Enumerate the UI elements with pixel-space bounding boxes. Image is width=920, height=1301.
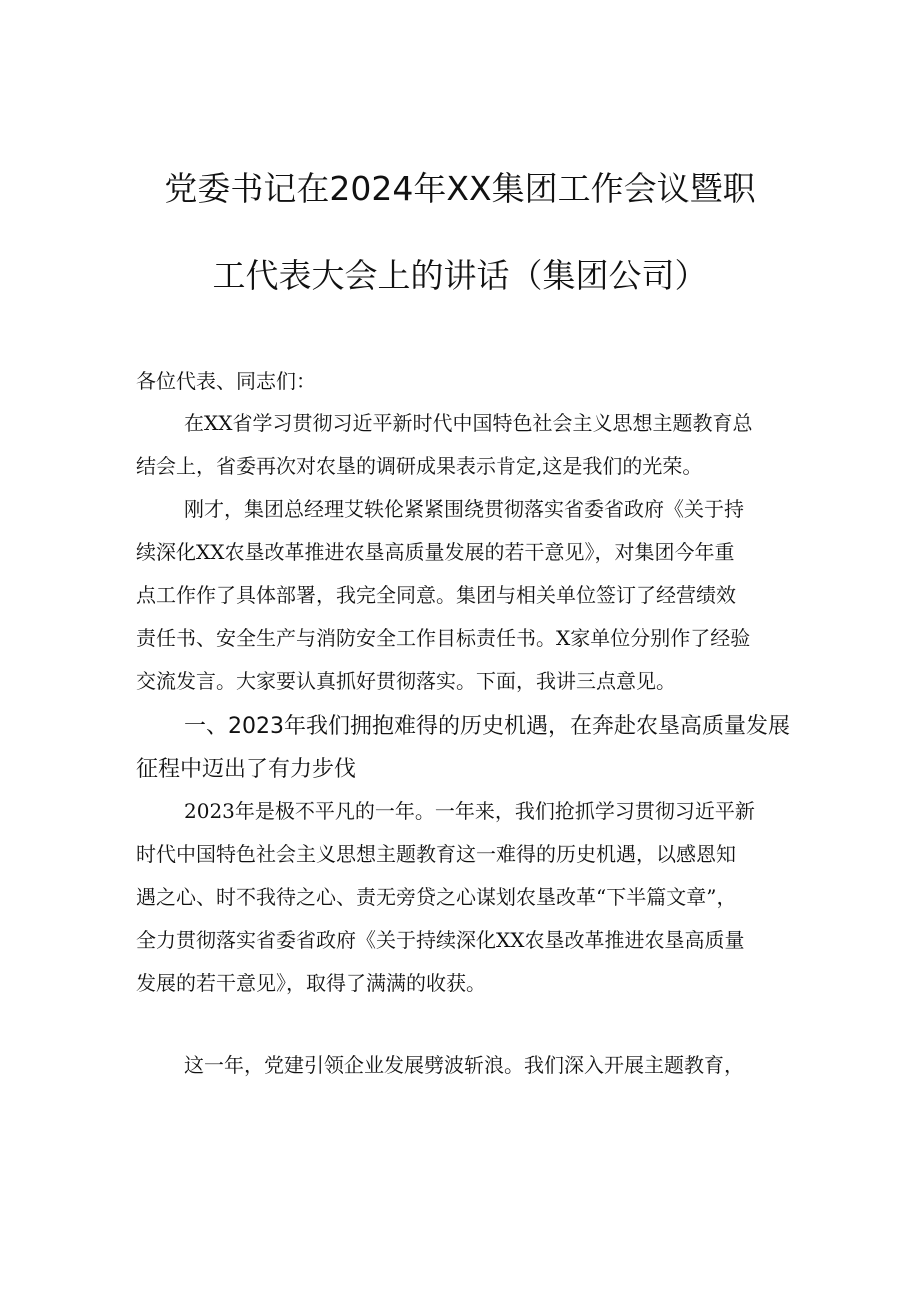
document-title-line-1: 党委书记在2024年XX集团工作会议暨职 bbox=[164, 169, 756, 208]
paragraph-line: 续深化XX农垦改革推进农垦高质量发展的若干意见》，对集团今年重 bbox=[136, 540, 735, 564]
paragraph-3 bbox=[136, 790, 796, 1005]
paragraph-line: 这一年，党建引领企业发展劈波斩浪。我们深入开展主题教育， bbox=[184, 1053, 744, 1077]
paragraph-line: 2023年是极不平凡的一年。一年来，我们抢抓学习贯彻习近平新 bbox=[184, 799, 755, 823]
paragraph-line: 在XX省学习贯彻习近平新时代中国特色社会主义思想主题教育总 bbox=[184, 411, 753, 435]
paragraph-line: 点工作作了具体部署，我完全同意。集团与相关单位签订了经营绩效 bbox=[136, 583, 736, 607]
heading-line: 征程中迈出了有力步伐 bbox=[136, 757, 357, 782]
paragraph-1 bbox=[136, 402, 796, 488]
paragraph-2 bbox=[136, 488, 796, 703]
paragraph-line: 责任书、安全生产与消防安全工作目标责任书。X家单位分别作了经验 bbox=[136, 626, 751, 650]
paragraph-line: 刚才，集团总经理艾轶伦紧紧围绕贯彻落实省委省政府《关于持 bbox=[184, 497, 744, 521]
document-title-line-2: 工代表大会上的讲话（集团公司） bbox=[212, 256, 708, 295]
paragraph-line: 发展的若干意见》，取得了满满的收获。 bbox=[136, 971, 486, 995]
section-heading-1 bbox=[136, 705, 796, 791]
salutation: 各位代表、同志们： bbox=[136, 369, 316, 393]
heading-line: 一、2023年我们拥抱难得的历史机遇，在奔赴农垦高质量发展 bbox=[184, 714, 790, 739]
paragraph-line: 全力贯彻落实省委省政府《关于持续深化XX农垦改革推进农垦高质量 bbox=[136, 928, 745, 952]
paragraph-line: 结会上，省委再次对农垦的调研成果表示肯定,这是我们的光荣。 bbox=[136, 454, 703, 478]
paragraph-4 bbox=[136, 1044, 796, 1087]
paragraph-line: 遇之心、时不我待之心、责无旁贷之心谋划农垦改革“下半篇文章”， bbox=[136, 885, 737, 909]
paragraph-line: 交流发言。大家要认真抓好贯彻落实。下面，我讲三点意见。 bbox=[136, 669, 676, 693]
paragraph-line: 时代中国特色社会主义思想主题教育这一难得的历史机遇，以感恩知 bbox=[136, 842, 736, 866]
